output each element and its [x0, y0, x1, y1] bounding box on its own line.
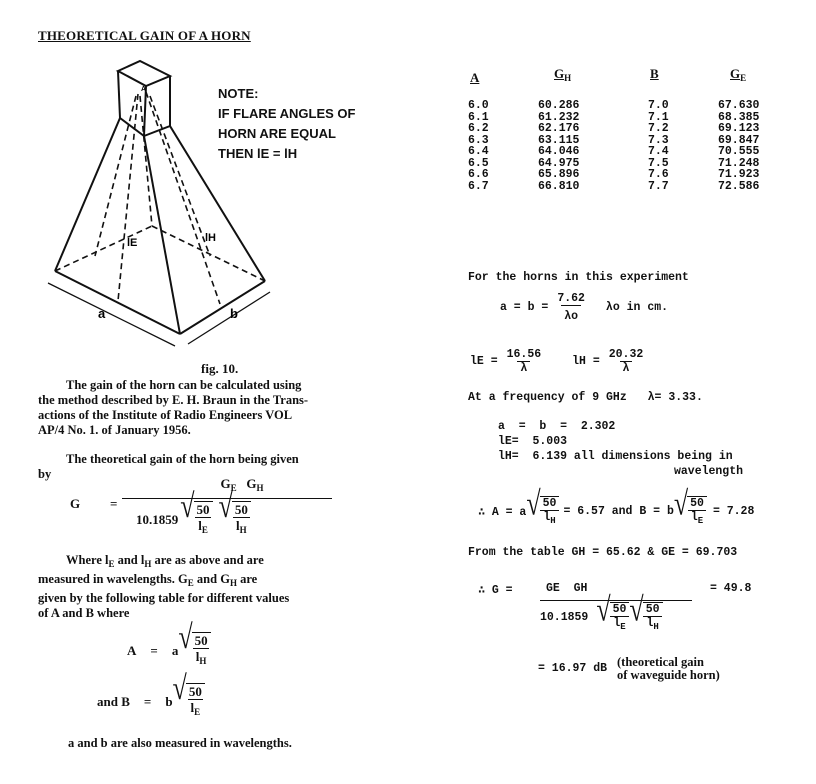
value-lh: lH= 6.139 all dimensions being in — [498, 450, 733, 463]
eq-denominator: 10.1859 √ $\frac{50}{l_E}$ √ $\frac{50}{l_H}$ — [122, 501, 332, 538]
waveguide-edge — [144, 126, 170, 136]
text-line: actions of the Institute of Radio Engineers VOL — [38, 408, 293, 422]
text-line: the method described by E. H. Braun in the Trans- — [38, 393, 309, 407]
paragraph-method — [38, 378, 383, 438]
eq-ab: a = b = $\frac{7.62}{\lambda o}$ λo in cm. — [500, 292, 669, 323]
final-gain-equation: ∴ G = GE GH = 49.8 10.1859 √ $\frac{50}{l_E}$ √ $\frac{50}{l_H}$ — [478, 582, 752, 632]
table-cell: 6.2 — [468, 122, 489, 135]
waveguide-top-face — [118, 61, 170, 86]
table-cell: 67.630 — [718, 99, 760, 112]
table-cell: 7.3 — [648, 133, 669, 147]
hidden-edge — [140, 96, 152, 226]
table-row — [468, 123, 778, 135]
text-line: by — [38, 467, 52, 481]
label-a: a — [98, 306, 106, 321]
values-block — [498, 419, 743, 479]
table-cell: 65.896 — [538, 168, 580, 181]
table-cell: 64.975 — [538, 156, 580, 170]
lh-dashed-line — [146, 92, 220, 304]
table-cell: 6.0 — [468, 99, 489, 112]
table-cell: 7.4 — [648, 145, 669, 158]
dimension-line-b — [188, 292, 270, 344]
table-cell: 68.385 — [718, 110, 760, 124]
table-cell: 70.555 — [718, 145, 760, 158]
table-cell: 7.7 — [648, 179, 669, 193]
sqrt-le: √ $\frac{50}{l_E}$ — [180, 501, 212, 538]
note-line-1: NOTE: — [218, 86, 259, 101]
note-line-2: IF FLARE ANGLES OF — [218, 106, 356, 121]
eq-numerator: $G_E$ $G_H$ — [220, 476, 264, 493]
value-unit: wavelength — [674, 465, 744, 478]
page-title: THEORETICAL GAIN OF A HORN — [38, 28, 251, 43]
waveguide-edge — [120, 118, 144, 136]
table-cell: 6.5 — [468, 156, 489, 170]
text-line: The gain of the horn can be calculated using — [66, 378, 302, 392]
table-row — [468, 100, 778, 112]
table-cell: 63.115 — [538, 133, 580, 147]
table-row — [468, 146, 778, 158]
col-header-ge: $G_E$ — [730, 66, 747, 83]
eq-g-lhs: G — [70, 496, 81, 511]
table-cell: 6.3 — [468, 133, 489, 147]
figure-caption: fig. 10. — [201, 361, 239, 376]
text-line: Where $l_E$ and $l_H$ are as above and are — [66, 553, 264, 569]
table-row — [468, 181, 778, 193]
note-line-3: HORN ARE EQUAL — [218, 126, 336, 141]
table-cell: 66.810 — [538, 179, 580, 193]
table-cell: 62.176 — [538, 122, 580, 135]
eq-fraction — [122, 476, 332, 538]
eq-le-lh: lE = $\frac{16.56}{\lambda}$ lH = $\frac{20.32}{\lambda}$ — [470, 348, 644, 375]
db-result: = 16.97 dB (theoretical gain of waveguide horn) — [538, 655, 720, 682]
closing-text: a and b are also measured in wavelengths. — [68, 736, 292, 750]
table-cell: 71.923 — [718, 168, 760, 181]
eq-B: and B = b √ $\frac{50}{l_E}$ — [97, 683, 205, 720]
text-line: The theoretical gain of the horn being given — [66, 452, 299, 466]
table-cell: 64.046 — [538, 145, 580, 158]
eq-A-B-values: ∴ A = a √ $\frac{50}{l_H}$ = 6.57 and B = b √ $\frac{50}{l_E}$ = 7.28 — [478, 484, 755, 526]
gain-table — [468, 100, 778, 192]
table-cell: 69.847 — [718, 133, 760, 147]
table-cell: 6.4 — [468, 145, 489, 158]
intro-text: For the horns in this experiment — [468, 271, 689, 284]
table-cell: 6.1 — [468, 110, 489, 124]
sqrt-lh: √ $\frac{50}{l_H}$ — [219, 501, 251, 538]
table-cell: 71.248 — [718, 156, 760, 170]
value-le: lE= 5.003 — [498, 435, 568, 448]
label-le: lE — [127, 237, 138, 249]
horn-edge — [144, 136, 180, 334]
table-cell: 7.2 — [648, 122, 669, 135]
label-top: A — [141, 86, 147, 93]
text-line: measured in wavelengths. $G_E$ and $G_H$ are — [38, 572, 258, 588]
col-header-gh: $G_H$ — [554, 66, 572, 83]
waveguide-edge — [118, 71, 120, 118]
text-line: AP/4 No. 1. of January 1956. — [38, 423, 191, 437]
table-cell: 6.7 — [468, 179, 489, 193]
note-line-4: THEN lE = lH — [218, 146, 298, 161]
table-cell: 60.286 — [538, 99, 580, 112]
table-cell: 7.6 — [648, 168, 669, 181]
final-gain-fraction-bar — [540, 600, 692, 601]
hidden-edge — [55, 226, 152, 271]
table-cell: 69.123 — [718, 122, 760, 135]
from-table-line: From the table GH = 65.62 & GE = 69.703 — [468, 546, 738, 559]
table-cell: 7.1 — [648, 110, 669, 124]
table-cell: 7.0 — [648, 99, 669, 112]
text-line: given by the following table for different values — [38, 591, 290, 605]
mouth-edge — [180, 281, 265, 334]
col-header-a: A — [470, 70, 480, 85]
eq-A: A = a √ $\frac{50}{l_H}$ — [127, 632, 211, 669]
table-cell: 6.6 — [468, 168, 489, 181]
table-cell: 7.5 — [648, 156, 669, 170]
label-b: b — [230, 306, 238, 321]
col-header-b: B — [650, 66, 659, 81]
value-ab: a = b = 2.302 — [498, 420, 616, 433]
table-row — [468, 169, 778, 181]
gain-table-header — [468, 62, 768, 88]
text-line: of A and B where — [38, 606, 130, 620]
figure-note — [218, 84, 355, 164]
paragraph-where — [38, 553, 383, 621]
table-cell: 61.232 — [538, 110, 580, 124]
frequency-line: At a frequency of 9 GHz λ= 3.33. — [468, 391, 703, 404]
eq-equals: = — [110, 496, 118, 511]
table-cell: 72.586 — [718, 179, 760, 193]
mouth-edge — [55, 271, 180, 334]
label-lh: lH — [205, 232, 216, 244]
dimension-line-a — [48, 283, 175, 346]
